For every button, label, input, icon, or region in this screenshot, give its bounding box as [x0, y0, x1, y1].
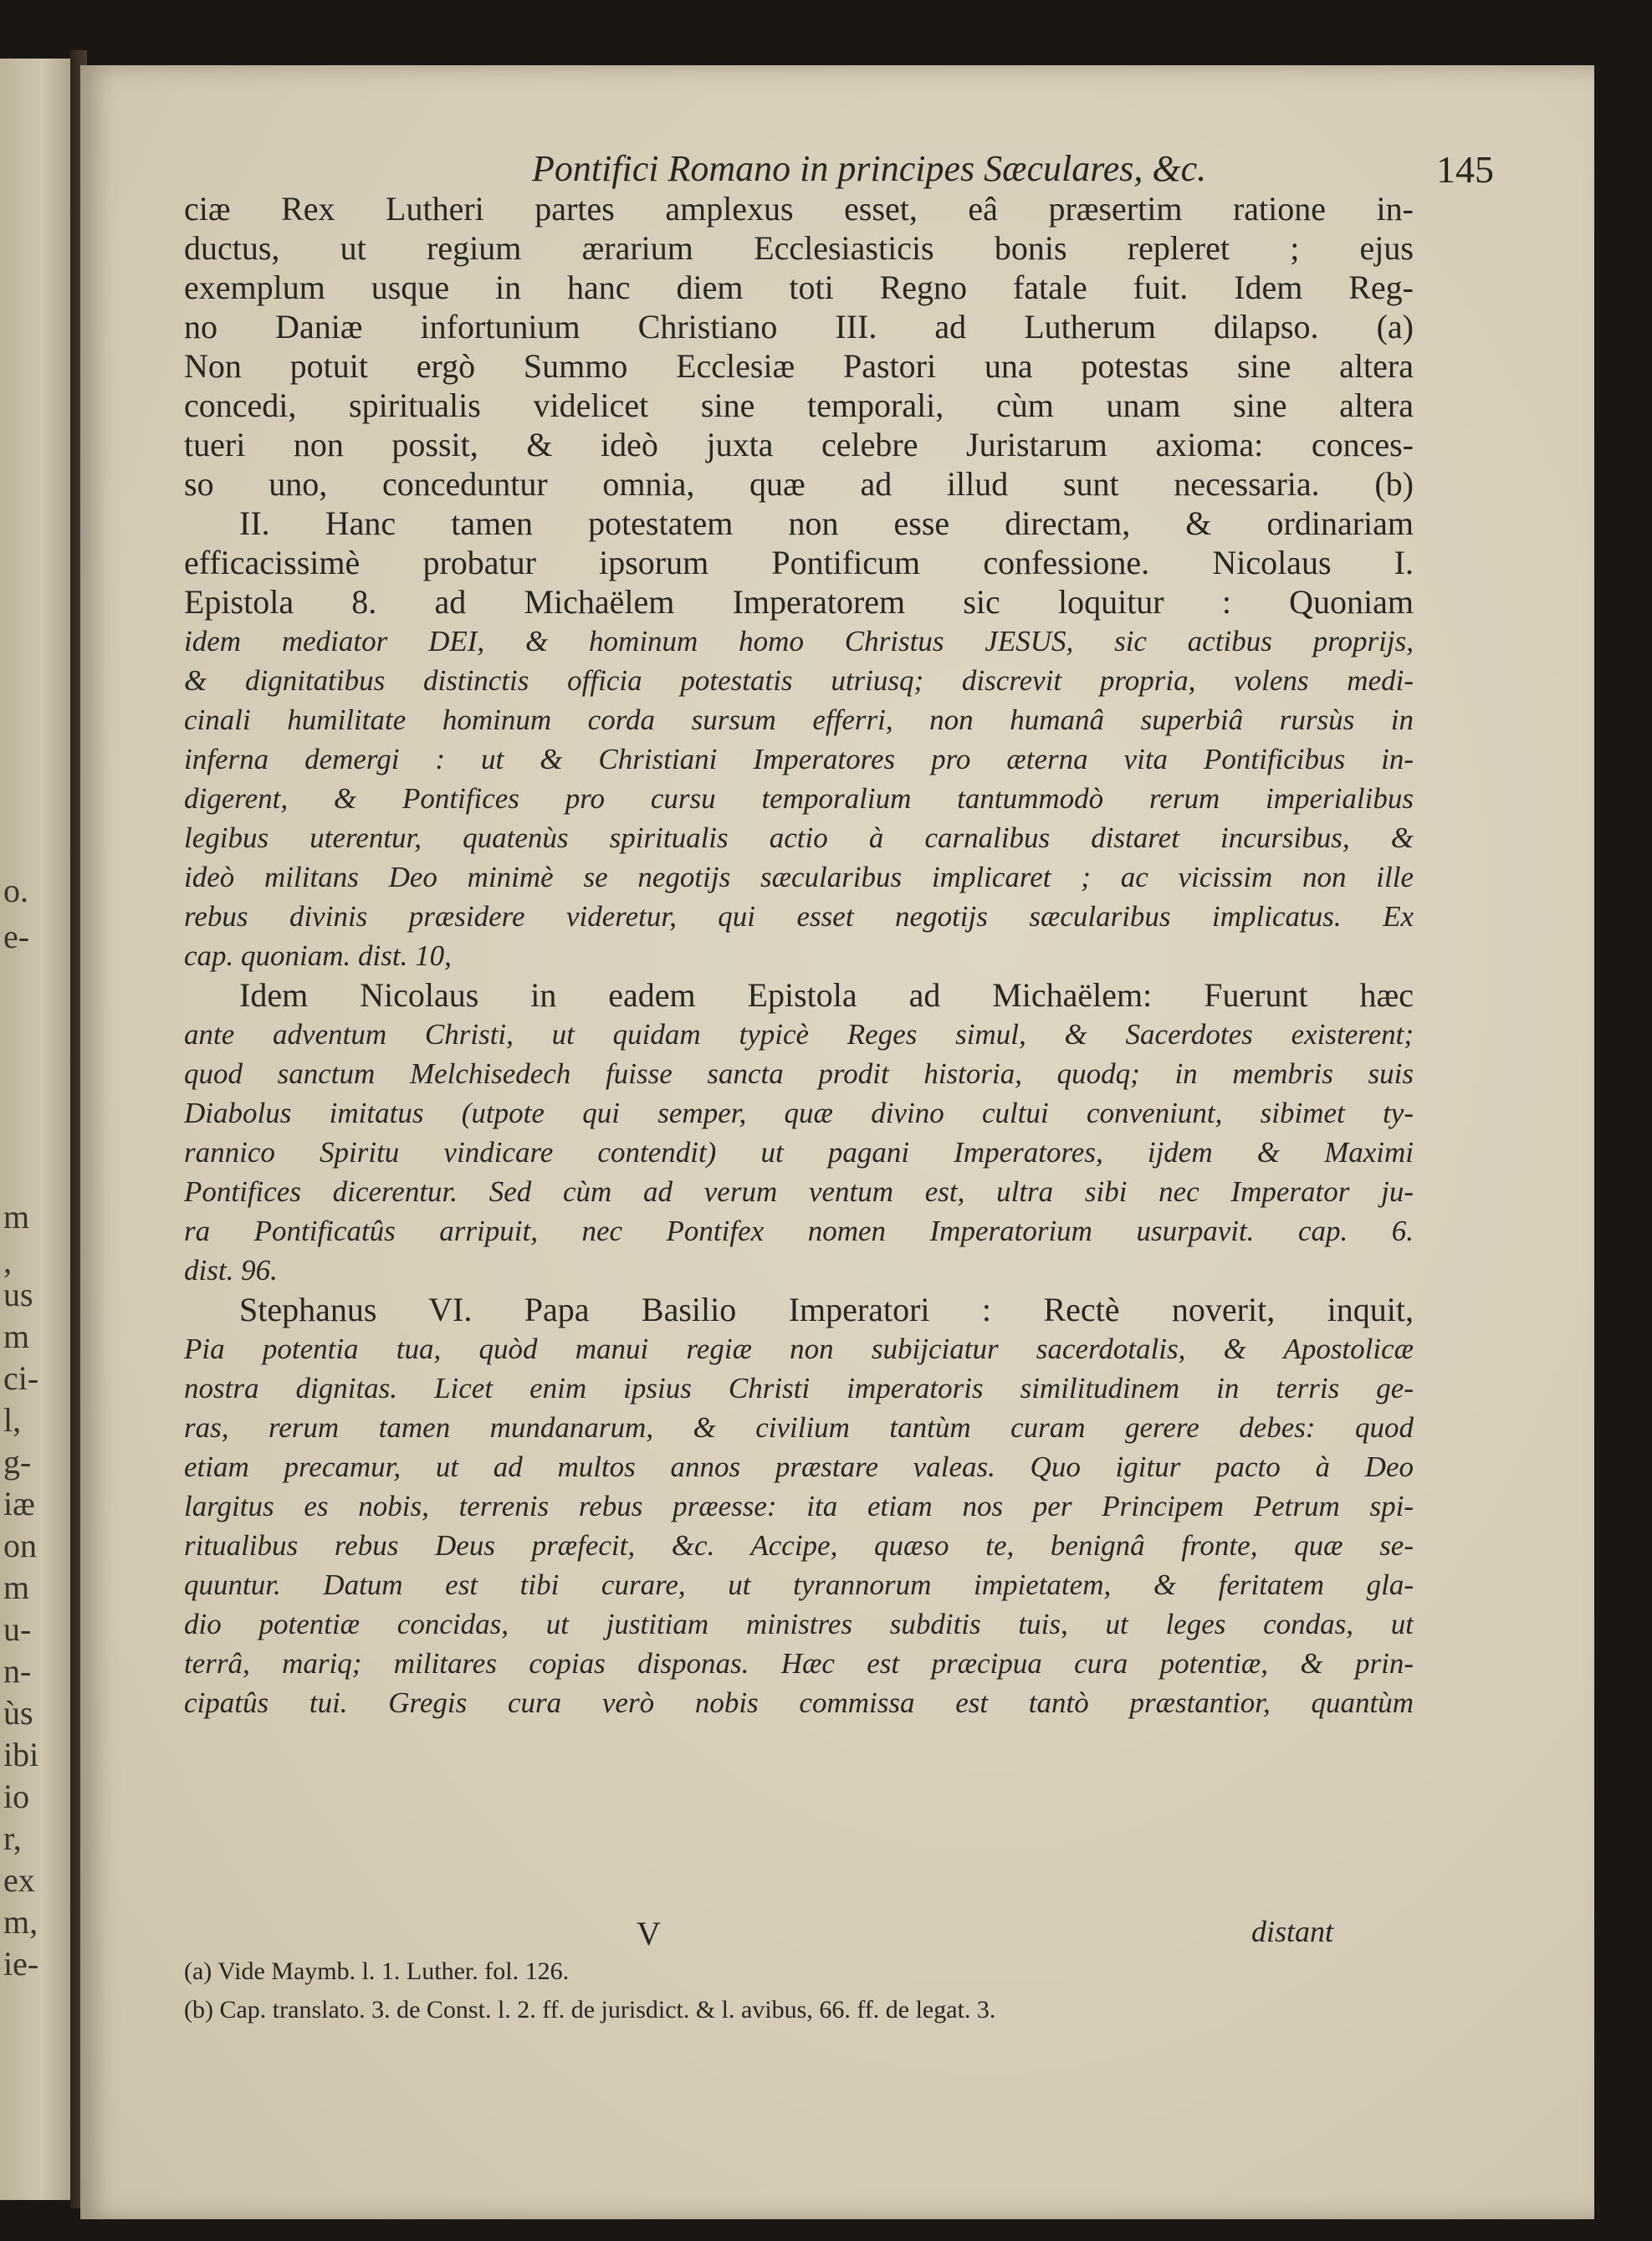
- quote-line: Diabolus imitatus (utpote qui semper, quæ divino cultui conveniunt, sibimet ty-: [184, 1097, 1414, 1129]
- catchword: distant: [1251, 1915, 1334, 1948]
- quote-line: quod sanctum Melchisedech fuisse sancta prodit historia, quodq; in membris suis: [184, 1057, 1414, 1090]
- facing-fragment: o.: [3, 872, 28, 909]
- quote-line: dist. 96.: [184, 1254, 278, 1287]
- facing-fragment: m: [3, 1568, 30, 1606]
- facing-page: [0, 59, 77, 2200]
- text-line: Stephanus VI. Papa Basilio Imperatori : Rectè noverit, inquit,: [239, 1291, 1414, 1328]
- facing-fragment: m: [3, 1317, 30, 1355]
- text-line: ciæ Rex Lutheri partes amplexus esset, eâ præsertim ratione in-: [184, 190, 1414, 228]
- facing-fragment: m: [3, 1198, 30, 1236]
- quote-line: digerent, & Pontifices pro cursu temporalium tantummodò rerum imperialibus: [184, 782, 1414, 815]
- facing-fragment: iæ: [3, 1485, 35, 1522]
- quote-line: cap. quoniam. dist. 10,: [184, 939, 452, 972]
- quote-line: legibus uterentur, quatenùs spiritualis actio à carnalibus distaret incursibus, &: [184, 821, 1414, 854]
- quote-line: rannico Spiritu vindicare contendit) ut pagani Imperatores, ijdem & Maximi: [184, 1136, 1414, 1169]
- text-line: exemplum usque in hanc diem toti Regno fatale fuit. Idem Reg-: [184, 269, 1414, 306]
- quote-line: Pontifices dicerentur. Sed cùm ad verum ventum est, ultra sibi nec Imperator ju-: [184, 1175, 1414, 1208]
- text-line: II. Hanc tamen potestatem non esse directam, & ordinariam: [239, 504, 1414, 542]
- text-line: concedi, spiritualis videlicet sine temporali, cùm unam sine altera: [184, 386, 1414, 424]
- facing-fragment: us: [3, 1276, 33, 1313]
- quote-line: nostra dignitas. Licet enim ipsius Christi imperatoris similitudinem in terris ge-: [184, 1372, 1414, 1404]
- running-title: Pontifici Romano in principes Sæculares, &c.: [532, 148, 1207, 189]
- quote-line: ritualibus rebus Deus præfecit, &c. Accipe, quæso te, benignâ fronte, quæ se-: [184, 1529, 1414, 1562]
- facing-fragment: r,: [3, 1819, 22, 1857]
- quote-line: quuntur. Datum est tibi curare, ut tyrannorum impietatem, & feritatem gla-: [184, 1568, 1414, 1601]
- facing-fragment: ex: [3, 1861, 35, 1899]
- footnote-b: (b) Cap. translato. 3. de Const. l. 2. ff. de jurisdict. & l. avibus, 66. ff. de legat. 3.: [184, 1996, 996, 2024]
- quote-line: Pia potentia tua, quòd manui regiæ non subijciatur sacerdotalis, & Apostolicæ: [184, 1333, 1414, 1365]
- facing-fragment: ie-: [3, 1945, 39, 1983]
- facing-fragment: l,: [3, 1401, 22, 1439]
- quote-line: rebus divinis præsidere videretur, qui esset negotijs sæcularibus implicatus. Ex: [184, 900, 1414, 933]
- quote-line: inferna demergi : ut & Christiani Imperatores pro æterna vita Pontificibus in-: [184, 743, 1414, 775]
- body-text: [184, 189, 1414, 1722]
- facing-fragment: ibi: [3, 1736, 39, 1773]
- text-line: Non potuit ergò Summo Ecclesiæ Pastori una potestas sine altera: [184, 347, 1414, 385]
- signature-mark: V: [637, 1915, 661, 1952]
- book-page: [80, 65, 1594, 2219]
- facing-fragment: u-: [3, 1610, 32, 1648]
- text-line: Epistola 8. ad Michaëlem Imperatorem sic loquitur : Quoniam: [184, 583, 1414, 621]
- facing-fragment: m,: [3, 1903, 38, 1941]
- text-line: no Daniæ infortunium Christiano III. ad Lutherum dilapso. (a): [184, 308, 1414, 345]
- quote-line: terrâ, mariq; militares copias disponas. Hæc est præcipua cura potentiæ, & prin-: [184, 1647, 1414, 1680]
- quote-line: idem mediator DEI, & hominum homo Christus JESUS, sic actibus proprijs,: [184, 625, 1414, 657]
- quote-line: cipatûs tui. Gregis cura verò nobis commissa est tantò præstantior, quantùm: [184, 1686, 1414, 1719]
- facing-fragment: on: [3, 1527, 37, 1564]
- facing-fragment: e-: [3, 918, 30, 955]
- facing-fragment: io: [3, 1778, 30, 1815]
- facing-fragment: n-: [3, 1652, 32, 1690]
- facing-fragment: ci-: [3, 1359, 39, 1397]
- footnote-a: (a) Vide Maymb. l. 1. Luther. fol. 126.: [184, 1957, 570, 1985]
- quote-line: ideò militans Deo minimè se negotijs sæcularibus implicaret ; ac vicissim non ille: [184, 861, 1414, 893]
- quote-line: ras, rerum tamen mundanarum, & civilium tantùm curam gerere debes: quod: [184, 1411, 1414, 1444]
- quote-line: dio potentiæ concidas, ut justitiam ministres subditis tuis, ut leges condas, ut: [184, 1608, 1414, 1640]
- quote-line: & dignitatibus distinctis officia potestatis utriusq; discrevit propria, volens medi-: [184, 664, 1414, 697]
- text-line: tueri non possit, & ideò juxta celebre Juristarum axioma: conces-: [184, 426, 1414, 463]
- facing-fragment: ùs: [3, 1694, 33, 1732]
- quote-line: ante adventum Christi, ut quidam typicè Reges simul, & Sacerdotes existerent;: [184, 1018, 1414, 1051]
- text-line: ductus, ut regium ærarium Ecclesiasticis bonis repleret ; ejus: [184, 229, 1414, 267]
- facing-fragment: g-: [3, 1443, 32, 1481]
- quote-line: etiam precamur, ut ad multos annos præstare valeas. Quo igitur pacto à Deo: [184, 1451, 1414, 1483]
- text-line: Idem Nicolaus in eadem Epistola ad Michaëlem: Fuerunt hæc: [239, 976, 1414, 1014]
- page-number: 145: [1436, 148, 1494, 191]
- text-line: so uno, conceduntur omnia, quæ ad illud sunt necessaria. (b): [184, 465, 1414, 503]
- quote-line: cinali humilitate hominum corda sursum efferri, non humanâ superbiâ rursùs in: [184, 704, 1414, 736]
- quote-line: ra Pontificatûs arripuit, nec Pontifex nomen Imperatorium usurpavit. cap. 6.: [184, 1215, 1414, 1247]
- quote-line: largitus es nobis, terrenis rebus præesse: ita etiam nos per Principem Petrum spi-: [184, 1490, 1414, 1522]
- facing-fragment: ,: [3, 1242, 12, 1280]
- text-line: efficacissimè probatur ipsorum Pontificum confessione. Nicolaus I.: [184, 544, 1414, 581]
